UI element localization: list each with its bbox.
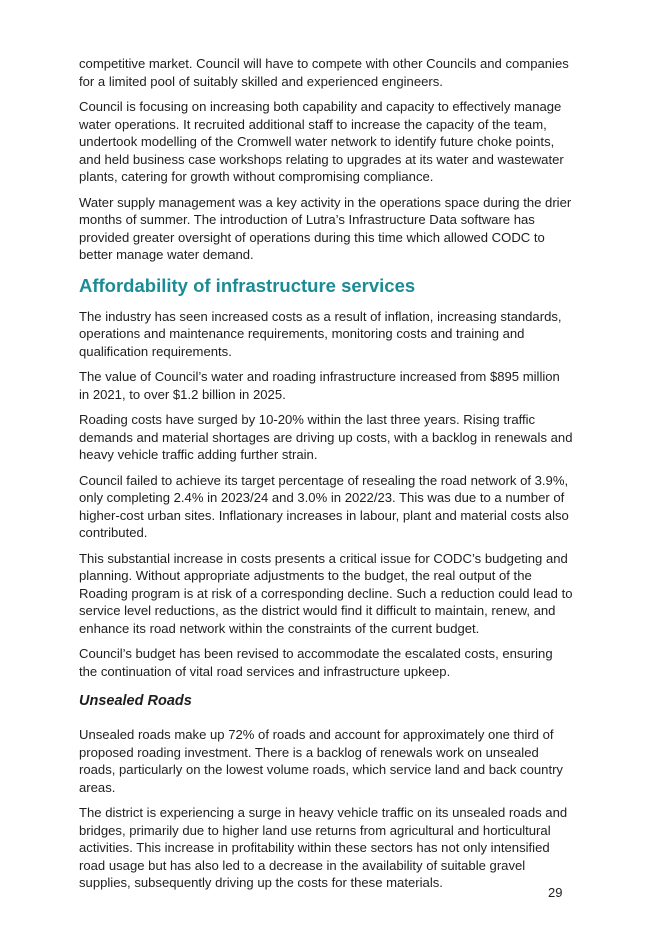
paragraph: Roading costs have surged by 10-20% within the last three years. Rising traffic demands and material shortages are driving up costs, with a backlog in renewals and heavy vehicle traffic adding further strain. — [79, 412, 573, 462]
paragraph: The industry has seen increased costs as a result of inflation, increasing standards, operations and maintenance requirements, monitoring costs and training and qualification requirements. — [79, 308, 562, 359]
affordability-section — [79, 274, 573, 681]
paragraph: The value of Council’s water and roading infrastructure increased from $895 million in 2021, to over $1.2 billion in 2025. — [79, 369, 560, 402]
section-heading: Affordability of infrastructure services — [79, 274, 416, 296]
subsection-heading: Unsealed Roads — [79, 693, 192, 709]
document-page — [79, 55, 573, 900]
paragraph: Council’s budget has been revised to accommodate the escalated costs, ensuring the continuation of vital road services and infrastructure upkeep. — [79, 646, 553, 679]
page-number: 29 — [548, 885, 563, 900]
paragraph: Council failed to achieve its target percentage of resealing the road network of 3.9%, only completing 2.4% in 2023/24 and 3.0% in 2022/23. This was due to a number of higher-cost urban sites. Inflationary increases in labour, plant and material costs also contributed. — [79, 472, 569, 540]
paragraph: Council is focusing on increasing both capability and capacity to effectively manage water operations. It recruited additional staff to increase the capacity of the team, undertook modelling of the Cromwell water network to identify future choke points, and held business case workshops relating to upgrades at its water and wastewater plants, catering for growth without compromising compliance. — [79, 99, 564, 184]
unsealed-roads-section — [79, 692, 573, 892]
paragraph: This substantial increase in costs presents a critical issue for CODC’s budgeting and planning. Without appropriate adjustments to the budget, the real output of the Roading program is at risk of a corresponding decline. Such a reduction could lead to service level reductions, as the district would find it difficult to maintain, renew, and enhance its road network within the constraints of the current budget. — [79, 550, 573, 636]
paragraph: Water supply management was a key activity in the operations space during the drier months of summer. The introduction of Lutra’s Infrastructure Data software has provided greater oversight of operations during this time which allowed CODC to better manage water demand. — [79, 194, 572, 262]
paragraph: competitive market. Council will have to compete with other Councils and companies for a limited pool of suitably skilled and experienced engineers. — [79, 56, 569, 89]
paragraph: Unsealed roads make up 72% of roads and account for approximately one third of proposed roading investment. There is a backlog of renewals work on unsealed roads, particularly on the lowest volume roads, which service land and back country areas. — [79, 727, 563, 795]
intro-section — [79, 55, 573, 264]
paragraph: The district is experiencing a surge in heavy vehicle traffic on its unsealed roads and bridges, primarily due to higher land use returns from agricultural and horticultural activities. This increase in profitability within these sectors has not only intensified road usage but has also led to a decrease in the availability of suitable gravel supplies, subsequently driving up the costs for these materials. — [79, 805, 568, 890]
